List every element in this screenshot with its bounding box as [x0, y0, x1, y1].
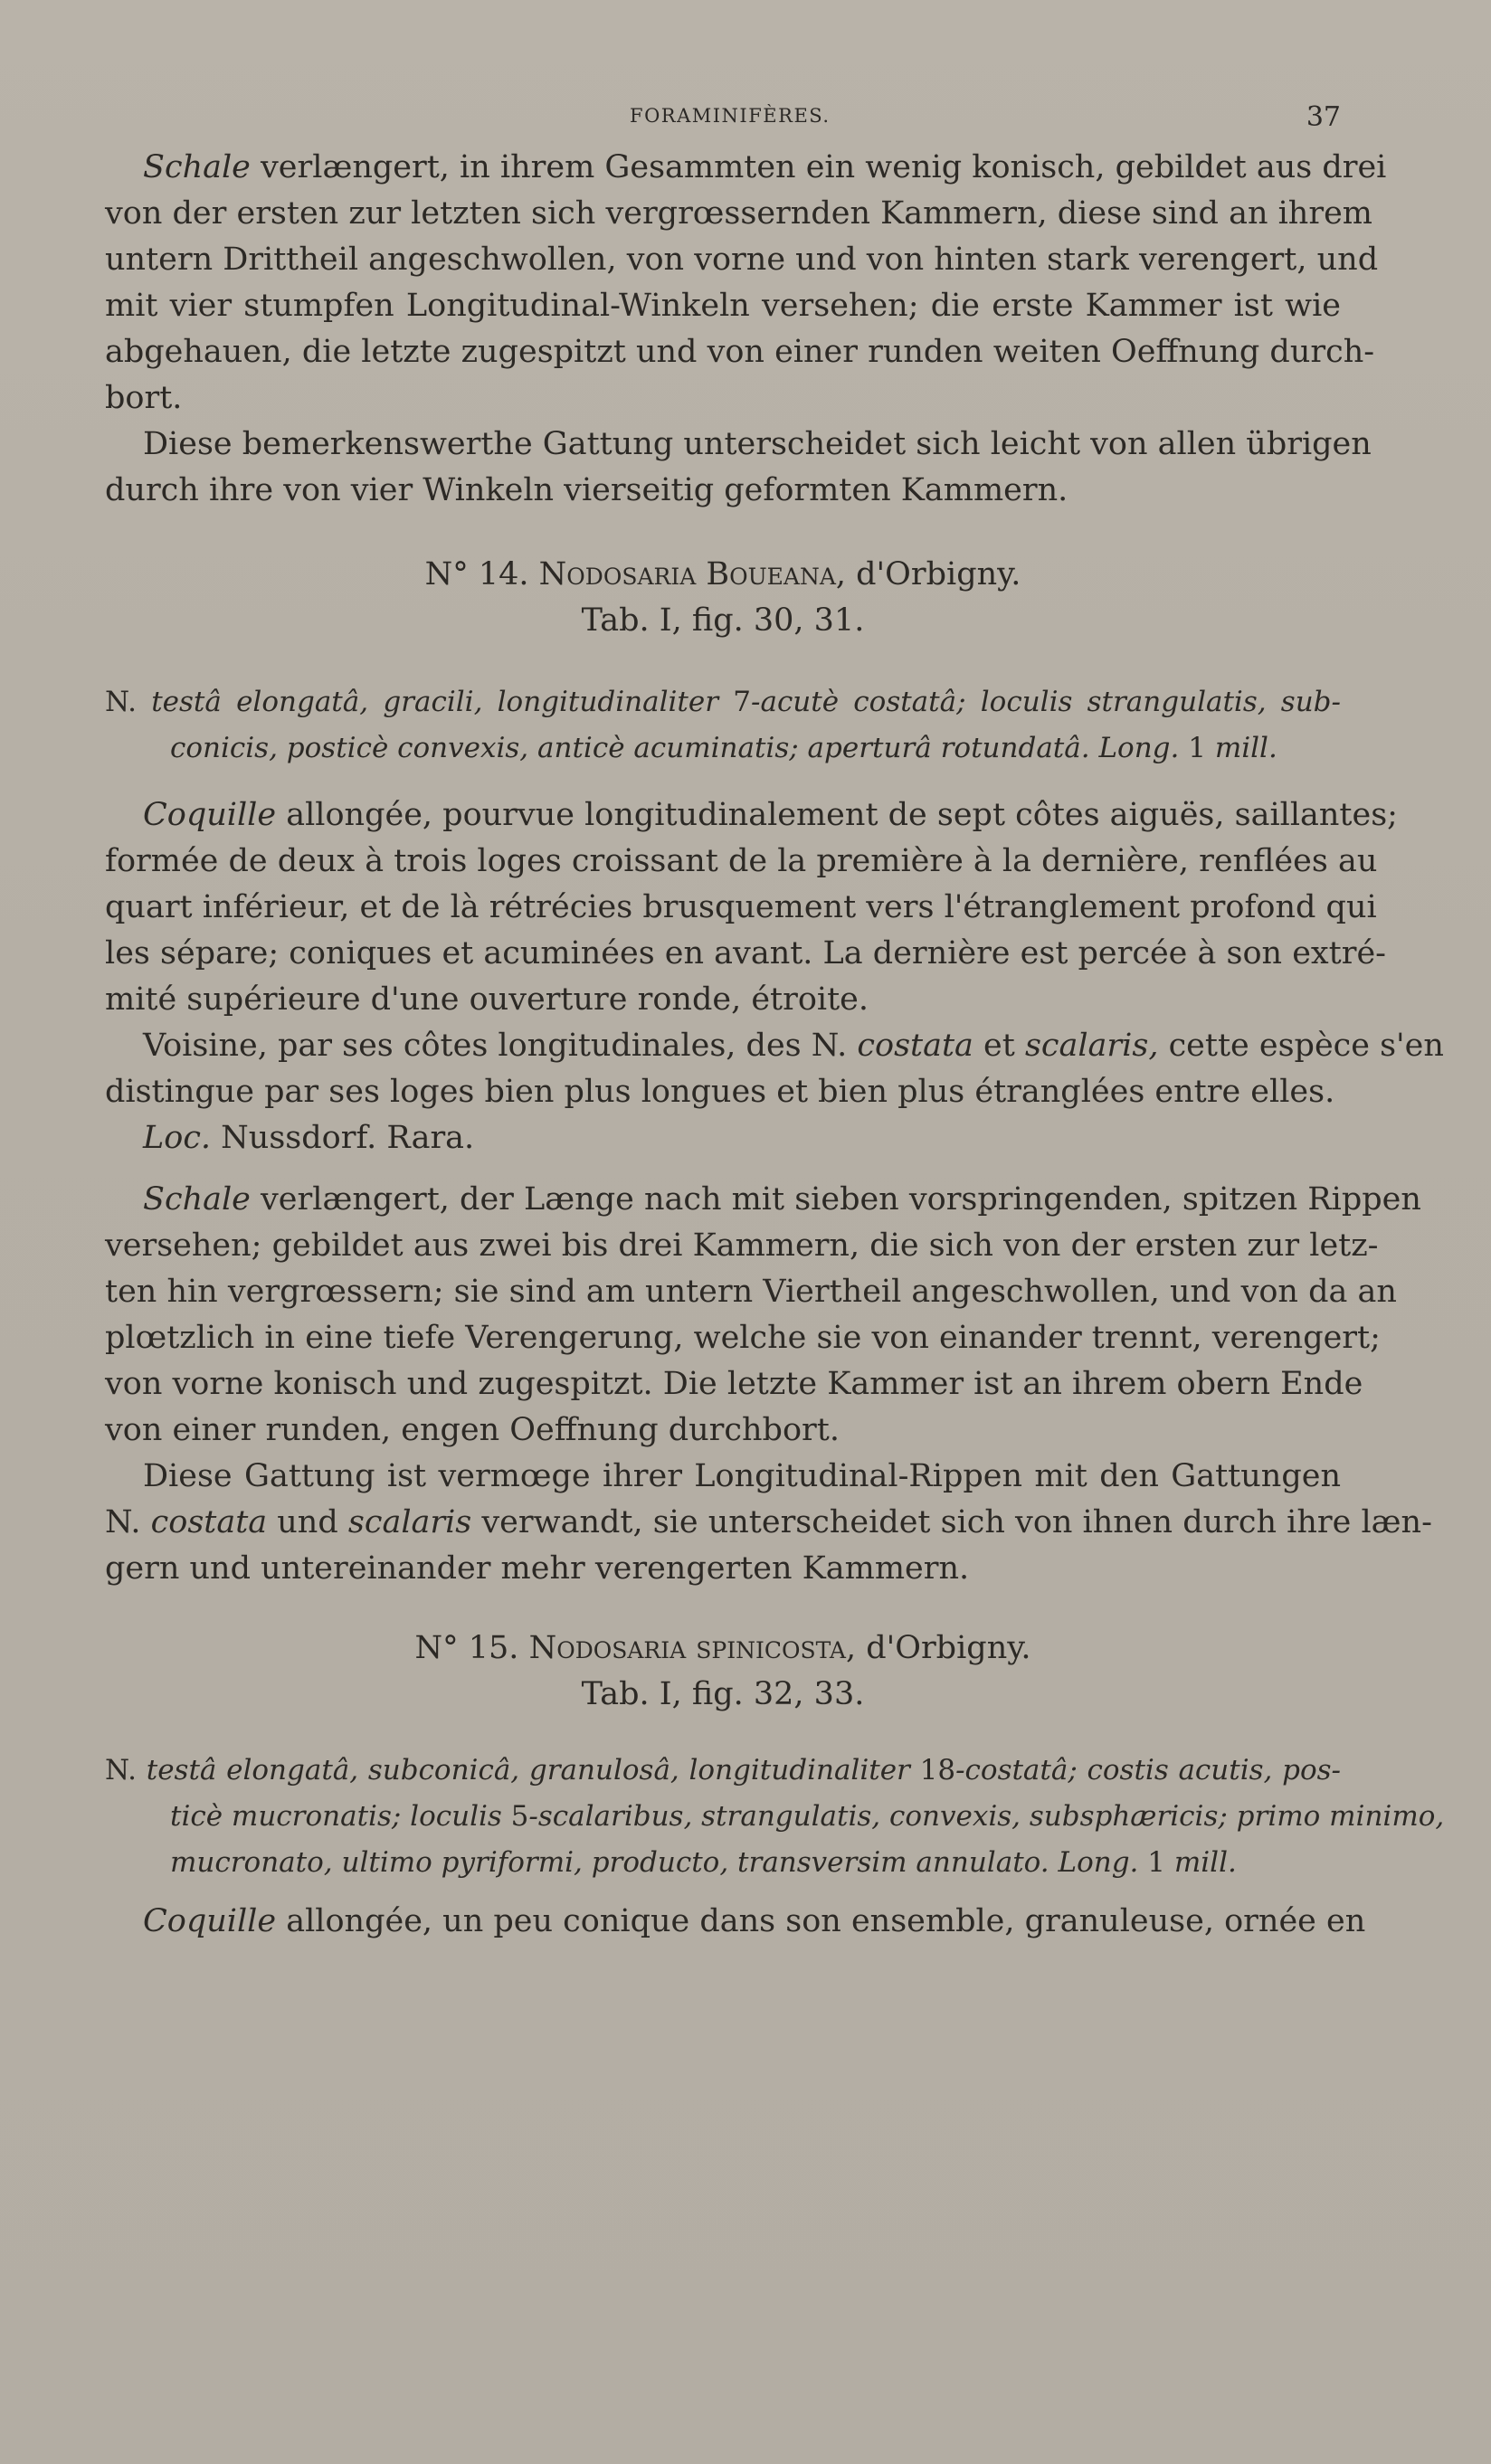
italic-text: testâ elongatâ, gracili, longitudinaliter	[151, 686, 719, 718]
diagnosis-line	[105, 679, 1341, 725]
text-span: N.	[105, 1504, 141, 1540]
species-author: d'Orbigny.	[846, 556, 1021, 592]
italic-word: Loc.	[143, 1120, 212, 1156]
paragraph-line: les sépare; coniques et acuminées en avant. La dernière est percée à son extré-	[105, 935, 1386, 971]
paragraph-line: Diese bemerkenswerthe Gattung unterscheidet sich leicht von allen übrigen	[143, 426, 1372, 462]
diagnosis-line	[105, 1748, 1341, 1793]
text-span: allongée, un peu conique dans son ensemble, granuleuse, ornée en	[276, 1903, 1366, 1939]
paragraph-line: bort.	[105, 380, 183, 416]
running-head: FORAMINIFÈRES.	[630, 105, 831, 127]
species-heading	[105, 1625, 1341, 1671]
text-span: 18	[909, 1754, 956, 1786]
paragraph-line: von der ersten zur letzten sich vergrœssernden Kammern, diese sind an ihrem	[105, 195, 1372, 232]
paragraph-line: plœtzlich in eine tiefe Verengerung, welche sie von einander trennt, verengert;	[105, 1320, 1381, 1356]
paragraph-line: quart inférieur, et de là rétrécies brusquement vers l'étranglement profond qui	[105, 889, 1377, 925]
italic-word: Coquille	[143, 797, 277, 833]
paragraph-line: distingue par ses loges bien plus longues et bien plus étranglées entre elles.	[105, 1074, 1335, 1110]
paragraph-line: mit vier stumpfen Longitudinal-Winkeln versehen; die erste Kammer ist wie	[105, 288, 1341, 324]
species-heading	[105, 552, 1341, 597]
paragraph-line: von einer runden, engen Oeffnung durchbort.	[105, 1412, 840, 1448]
species-number: N° 15.	[414, 1630, 519, 1666]
species-author: d'Orbigny.	[856, 1630, 1031, 1666]
species-name: Nodosaria Boueana,	[538, 556, 847, 592]
paragraph-line	[105, 1115, 1341, 1161]
italic-text: mill.	[1173, 1846, 1237, 1879]
text-span: verlængert, der Længe nach mit sieben vorspringenden, spitzen Rippen	[250, 1181, 1421, 1218]
paragraph-line	[105, 1177, 1421, 1222]
italic-text: testâ elongatâ, subconicâ, granulosâ, longitudinaliter	[146, 1754, 910, 1786]
paragraph-line: formée de deux à trois loges croissant de la première à la dernière, renflées au	[105, 843, 1378, 879]
text-span: 7	[718, 686, 751, 718]
italic-text: mill.	[1214, 732, 1277, 764]
italic-text: -costatâ; costis acutis, pos-	[955, 1754, 1342, 1786]
text-span: verwandt, sie unterscheidet sich von ihnen durch ihre læn-	[471, 1504, 1432, 1540]
paragraph-line: untern Drittheil angeschwollen, von vorne und von hinten stark verengert, und	[105, 242, 1379, 278]
page-header	[105, 101, 1341, 137]
paragraph-line: abgehauen, die letzte zugespitzt und von einer runden weiten Oeffnung durch-	[105, 334, 1375, 370]
italic-word: Schale	[143, 1181, 251, 1218]
italic-text: -acutè costatâ; loculis strangulatis, sub-	[750, 686, 1342, 718]
italic-word: costata	[847, 1028, 973, 1064]
paragraph-line	[105, 145, 1387, 190]
plate-reference: Tab. I, fig. 30, 31.	[581, 602, 865, 639]
text-span: N.	[105, 686, 137, 718]
paragraph-line: versehen; gebildet aus zwei bis drei Kammern, die sich von der ersten zur letz-	[105, 1227, 1379, 1264]
paragraph-line: gern und untereinander mehr verengerten Kammern.	[105, 1550, 970, 1587]
paragraph-line: Diese Gattung ist vermœge ihrer Longitudinal-Rippen mit den Gattungen	[143, 1458, 1341, 1494]
page-number: 37	[1306, 101, 1341, 133]
italic-word: costata	[140, 1504, 268, 1540]
diagnosis-line	[105, 1840, 1341, 1885]
paragraph-line: mité supérieure d'une ouverture ronde, étroite.	[105, 981, 869, 1018]
text-span: N.	[105, 1754, 137, 1786]
paragraph-line: durch ihre von vier Winkeln vierseitig geformten Kammern.	[105, 472, 1068, 508]
italic-text: mucronato, ultimo pyriformi, producto, transversim annulato. Long.	[170, 1846, 1139, 1879]
text-span: 1	[1179, 732, 1215, 764]
italic-word: scalaris,	[1024, 1028, 1159, 1064]
italic-word: scalaris	[347, 1504, 472, 1540]
text-span: cette espèce s'en	[1158, 1028, 1444, 1064]
text-span: allongée, pourvue longitudinalement de sept côtes aiguës, saillantes;	[276, 797, 1398, 833]
paragraph-line	[105, 1500, 1432, 1545]
text-span: Nussdorf. Rara.	[211, 1120, 475, 1156]
text-span: 1	[1138, 1846, 1174, 1879]
species-number: N° 14.	[424, 556, 529, 592]
text-span: und	[267, 1504, 348, 1540]
italic-word: Coquille	[143, 1903, 277, 1939]
plate-reference: Tab. I, fig. 32, 33.	[581, 1676, 865, 1712]
paragraph-line	[105, 792, 1398, 838]
italic-text: ticè mucronatis; loculis	[170, 1800, 502, 1833]
species-name: Nodosaria spinicosta,	[528, 1630, 857, 1666]
diagnosis-line	[105, 1794, 1445, 1839]
text-span: Voisine, par ses côtes longitudinales, des N.	[143, 1028, 848, 1064]
italic-text: conicis, posticè convexis, anticè acuminatis; aperturâ rotundatâ. Long.	[170, 732, 1180, 764]
text-span: et	[973, 1028, 1025, 1064]
text-span: verlængert, in ihrem Gesammten ein wenig konisch, gebildet aus drei	[250, 149, 1387, 185]
italic-text: -scalaribus, strangulatis, convexis, subsphæricis; primo minimo,	[528, 1800, 1445, 1833]
paragraph-line	[105, 1899, 1366, 1944]
paragraph-line: ten hin vergrœssern; sie sind am untern Viertheil angeschwollen, und von da an	[105, 1274, 1397, 1310]
diagnosis-line	[105, 725, 1341, 771]
italic-word: Schale	[143, 149, 251, 185]
paragraph-line	[105, 1023, 1444, 1068]
paragraph-line: von vorne konisch und zugespitzt. Die letzte Kammer ist an ihrem obern Ende	[105, 1366, 1363, 1402]
text-span: 5	[501, 1800, 529, 1833]
